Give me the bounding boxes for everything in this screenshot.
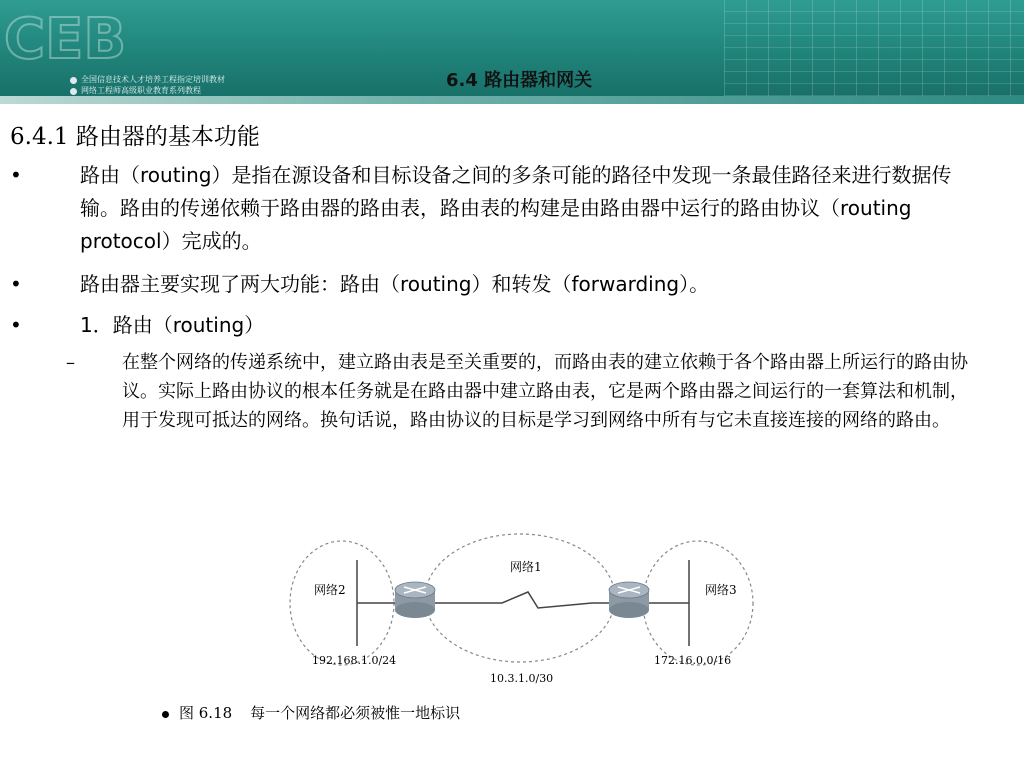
bullet-marker: • <box>10 272 22 296</box>
section-title: 6.4 路由器和网关 <box>446 70 593 91</box>
caption-bullet-icon <box>162 711 169 718</box>
banner-stripe <box>0 96 1024 104</box>
figure-caption <box>162 702 460 723</box>
svg-text:CEB: CEB <box>4 7 127 66</box>
publisher-line-2: 网络工程师高级职业教育系列教程 <box>81 86 201 95</box>
publisher-globe-icon <box>70 77 77 84</box>
bullet-text: 1．路由（routing） <box>80 313 265 337</box>
network-2-address: 192.168.1.0/24 <box>312 654 397 667</box>
figure-caption-text: 每一个网络都必须被惟一地标识 <box>250 704 461 722</box>
router-left-icon <box>395 582 435 618</box>
ceb-logo-watermark <box>0 6 150 66</box>
network-1-address: 10.3.1.0/30 <box>490 672 554 685</box>
network-1-ellipse <box>425 534 615 662</box>
bullet-marker: • <box>10 163 22 187</box>
network-diagram <box>280 530 760 700</box>
sub-bullet-text: 在整个网络的传递系统中，建立路由表是至关重要的，而路由表的建立依赖于各个路由器上所运行的路由协议。实际上路由协议的根本任务就是在路由器中建立路由表，它是两个路由器之间运行的一套算法和机制，用于发现可抵达的网络。换句话说，路由协议的目标是学习到网络中所有与它未直接连接的网络的路由。 <box>122 352 968 431</box>
header-banner <box>0 0 1024 104</box>
network-2-label: 网络2 <box>314 583 346 597</box>
network-3-address: 172.16.0.0/16 <box>654 654 732 667</box>
bullet-text: 路由（routing）是指在源设备和目标设备之间的多条可能的路径中发现一条最佳路径来进行数据传输。路由的传递依赖于路由器的路由表，路由表的构建是由路由器中运行的路由协议（routing protocol）完成的。 <box>80 163 952 253</box>
subsection-heading: 6.4.1 路由器的基本功能 <box>10 124 260 150</box>
network-3-label: 网络3 <box>705 583 737 597</box>
publisher-globe-icon <box>70 88 77 95</box>
sub-bullet-marker: – <box>66 352 75 373</box>
publisher-block <box>70 74 225 96</box>
circuit-pattern <box>724 0 1024 96</box>
bullet-marker: • <box>10 313 22 337</box>
figure-number: 图 6.18 <box>179 704 233 722</box>
router-right-icon <box>609 582 649 618</box>
bullet-text: 路由器主要实现了两大功能：路由（routing）和转发（forwarding）。 <box>80 272 710 296</box>
serial-link <box>435 592 610 608</box>
publisher-line-1: 全国信息技术人才培养工程指定培训教材 <box>81 75 225 84</box>
network-1-label: 网络1 <box>510 560 542 574</box>
